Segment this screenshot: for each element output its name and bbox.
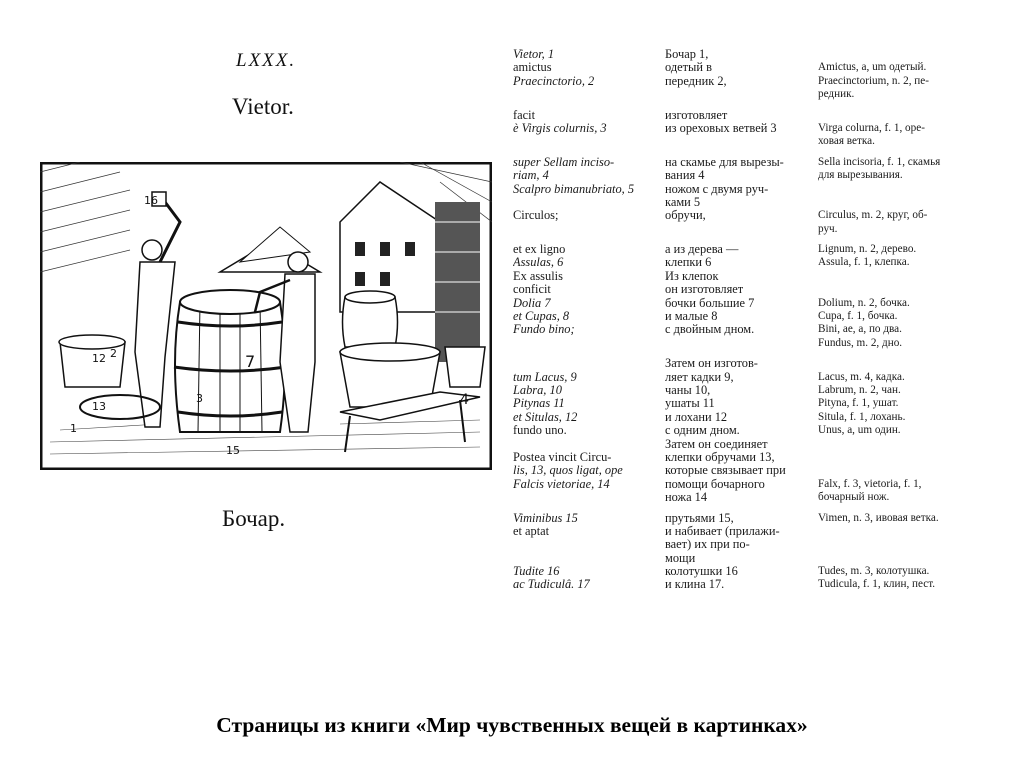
russian-cell: и набивает (прилажи-	[665, 524, 780, 538]
russian-cell: ножа 14	[665, 491, 708, 505]
table-row	[505, 323, 1020, 336]
russian-cell: прутьями 15,	[665, 511, 734, 525]
table-row	[505, 464, 1020, 477]
latin-cell: Labra, 10	[513, 383, 562, 397]
vocabulary-table	[505, 48, 1020, 592]
glossary-cell: Fundus, m. 2, дно.	[818, 336, 903, 349]
glossary-cell: Lacus, m. 4, кадка.	[818, 370, 905, 383]
russian-cell: и малые 8	[665, 310, 718, 324]
table-row	[505, 209, 1020, 222]
latin-cell: è Virgis colurnis, 3	[513, 121, 607, 135]
table-row	[505, 283, 1020, 296]
table-row	[505, 552, 1020, 565]
russian-cell: и лохани 12	[665, 410, 728, 424]
table-row	[505, 512, 1020, 525]
table-row	[505, 384, 1020, 397]
figure-number: 16	[144, 194, 158, 207]
table-row	[505, 310, 1020, 323]
glossary-cell: Circulus, m. 2, круг, об-	[818, 209, 928, 222]
latin-cell: super Sellam incisо-	[513, 155, 615, 169]
table-row	[505, 48, 1020, 61]
latin-cell: Vietor, 1	[513, 48, 555, 61]
russian-cell: которые связывает при	[665, 464, 786, 478]
chapter-number: LXXX.	[236, 50, 297, 71]
table-row	[505, 223, 1020, 236]
russian-cell: клепки 6	[665, 256, 712, 270]
glossary-cell: Labrum, n. 2, чан.	[818, 383, 901, 396]
russian-cell: одетый в	[665, 61, 712, 75]
row-gap	[505, 350, 1020, 357]
figure-number: 13	[92, 400, 106, 413]
latin-title: Vietor.	[232, 94, 294, 119]
latin-cell: et Situlas, 12	[513, 410, 578, 424]
latin-cell: Pitynas 11	[513, 397, 565, 411]
russian-cell: Из клепок	[665, 269, 719, 283]
russian-cell: вания 4	[665, 169, 705, 183]
table-row	[505, 243, 1020, 256]
russian-cell: передник 2,	[665, 74, 727, 88]
figure-number: 15	[226, 444, 240, 457]
slide-caption: Страницы из книги «Мир чувственных вещей в картинках»	[216, 713, 808, 737]
russian-cell: клепки обручами 13,	[665, 450, 775, 464]
glossary-cell: Falx, f. 3, vietoria, f. 1,	[818, 477, 922, 490]
latin-cell: Scalpro bimanubriato, 5	[513, 182, 635, 196]
latin-cell: et aptat	[513, 524, 550, 538]
table-row	[505, 61, 1020, 74]
glossary-cell: Lignum, n. 2, дерево.	[818, 243, 917, 256]
glossary-cell: руч.	[818, 222, 838, 235]
russian-cell: ушаты 11	[665, 397, 715, 411]
latin-cell: Postea vincit Circu-	[513, 450, 612, 464]
russian-title: Бочар.	[222, 506, 286, 531]
row-gap	[505, 236, 1020, 243]
table-row	[505, 256, 1020, 269]
latin-cell: amictus	[513, 61, 552, 75]
glossary-cell: бочарный нож.	[818, 491, 890, 504]
glossary-cell: Praecinctorium, n. 2, пе-	[818, 74, 929, 87]
table-row	[505, 397, 1020, 410]
table-row	[505, 424, 1020, 437]
figure-number: 4	[460, 392, 469, 408]
table-row	[505, 183, 1020, 196]
latin-cell: facit	[513, 108, 536, 122]
glossary-cell: Virga colurna, f. 1, оре-	[818, 121, 925, 134]
glossary-cell: Sella incisoria, f. 1, скамья	[818, 155, 941, 168]
table-row	[505, 578, 1020, 591]
table-row	[505, 109, 1020, 122]
russian-cell: Затем он изготов-	[665, 357, 758, 371]
glossary-cell: ховая ветка.	[818, 135, 875, 148]
russian-cell: мощи	[665, 551, 696, 565]
table-row	[505, 525, 1020, 538]
table-row	[505, 565, 1020, 578]
glossary-cell: Assula, f. 1, клепка.	[818, 256, 910, 269]
latin-cell: Dolia 7	[513, 296, 551, 310]
figure-number: 12	[92, 352, 106, 365]
latin-cell: conficit	[513, 283, 551, 297]
figure-number: 1	[70, 422, 77, 435]
latin-cell: et ex ligno	[513, 243, 566, 257]
russian-cell: с двойным дном.	[665, 323, 755, 337]
glossary-cell: редник.	[818, 88, 855, 101]
latin-cell: ac Tudiculâ. 17	[513, 578, 590, 592]
glossary-cell: Dolium, n. 2, бочка.	[818, 296, 910, 309]
table-row	[505, 122, 1020, 135]
russian-cell: обручи,	[665, 209, 706, 223]
row-gap	[505, 102, 1020, 109]
table-row	[505, 411, 1020, 424]
russian-cell: а из дерева —	[665, 243, 739, 257]
glossary-cell: Bini, ae, a, по два.	[818, 323, 902, 336]
russian-cell: ками 5	[665, 195, 701, 209]
russian-cell: ляет кадки 9,	[665, 370, 734, 384]
glossary-cell: для вырезывания.	[818, 169, 903, 182]
glossary-cell: Vimen, n. 3, ивовая ветка.	[818, 511, 939, 524]
russian-cell: ножом с двумя руч-	[665, 182, 769, 196]
glossary-cell: Amictus, a, um одетый.	[818, 61, 927, 74]
table-row	[505, 270, 1020, 283]
russian-cell: вает) их при по-	[665, 538, 750, 552]
glossary-cell: Situla, f. 1, лохань.	[818, 410, 906, 423]
glossary-cell: Unus, a, um один.	[818, 424, 901, 437]
figure-number: 2	[110, 347, 117, 360]
figure-number: 3	[196, 392, 203, 405]
latin-cell: fundo uno.	[513, 424, 567, 438]
table-row	[505, 297, 1020, 310]
russian-cell: Бочар 1,	[665, 48, 709, 61]
cooper-woodcut-illustration	[40, 162, 492, 470]
latin-cell: Circulos;	[513, 209, 559, 223]
latin-cell: riam, 4	[513, 169, 549, 183]
latin-cell: Assulas, 6	[513, 256, 564, 270]
table-row	[505, 371, 1020, 384]
table-row	[505, 491, 1020, 504]
table-row	[505, 438, 1020, 451]
russian-cell: и клина 17.	[665, 578, 725, 592]
left-page-column	[40, 0, 495, 700]
russian-cell: Затем он соединяет	[665, 437, 768, 451]
latin-cell: lis, 13, quos ligat, ope	[513, 464, 623, 478]
russian-cell: изготовляет	[665, 108, 728, 122]
table-row	[505, 75, 1020, 88]
russian-cell: на скамье для вырезы-	[665, 155, 784, 169]
russian-cell: чаны 10,	[665, 383, 711, 397]
russian-cell: он изготовляет	[665, 283, 744, 297]
russian-cell: из ореховых ветвей 3	[665, 121, 777, 135]
glossary-cell: Tudicula, f. 1, клин, пест.	[818, 578, 936, 591]
russian-cell: помощи бочарного	[665, 477, 765, 491]
russian-cell: с одним дном.	[665, 424, 740, 438]
glossary-cell: Tudes, m. 3, колотушка.	[818, 565, 930, 578]
latin-cell: Ex assulis	[513, 269, 563, 283]
latin-cell: Praecinctorio, 2	[513, 74, 595, 88]
latin-cell: Falcis vietoriae, 14	[513, 477, 610, 491]
row-gap	[505, 505, 1020, 512]
table-row	[505, 337, 1020, 350]
table-row	[505, 451, 1020, 464]
glossary-cell: Cupa, f. 1, бочка.	[818, 310, 898, 323]
table-row	[505, 169, 1020, 182]
latin-cell: tum Lacus, 9	[513, 370, 577, 384]
table-row	[505, 156, 1020, 169]
latin-cell: Tudite 16	[513, 565, 560, 579]
table-row	[505, 88, 1020, 101]
latin-cell: Viminibus 15	[513, 511, 578, 525]
latin-cell: et Cupas, 8	[513, 310, 570, 324]
table-row	[505, 196, 1020, 209]
figure-number: 7	[245, 352, 256, 371]
table-row	[505, 135, 1020, 148]
table-row	[505, 357, 1020, 370]
table-row	[505, 538, 1020, 551]
glossary-cell: Pityna, f. 1, ушат.	[818, 397, 899, 410]
latin-cell: Fundo bino;	[513, 323, 575, 337]
russian-cell: колотушки 16	[665, 565, 738, 579]
russian-cell: бочки большие 7	[665, 296, 755, 310]
table-row	[505, 478, 1020, 491]
row-gap	[505, 149, 1020, 156]
